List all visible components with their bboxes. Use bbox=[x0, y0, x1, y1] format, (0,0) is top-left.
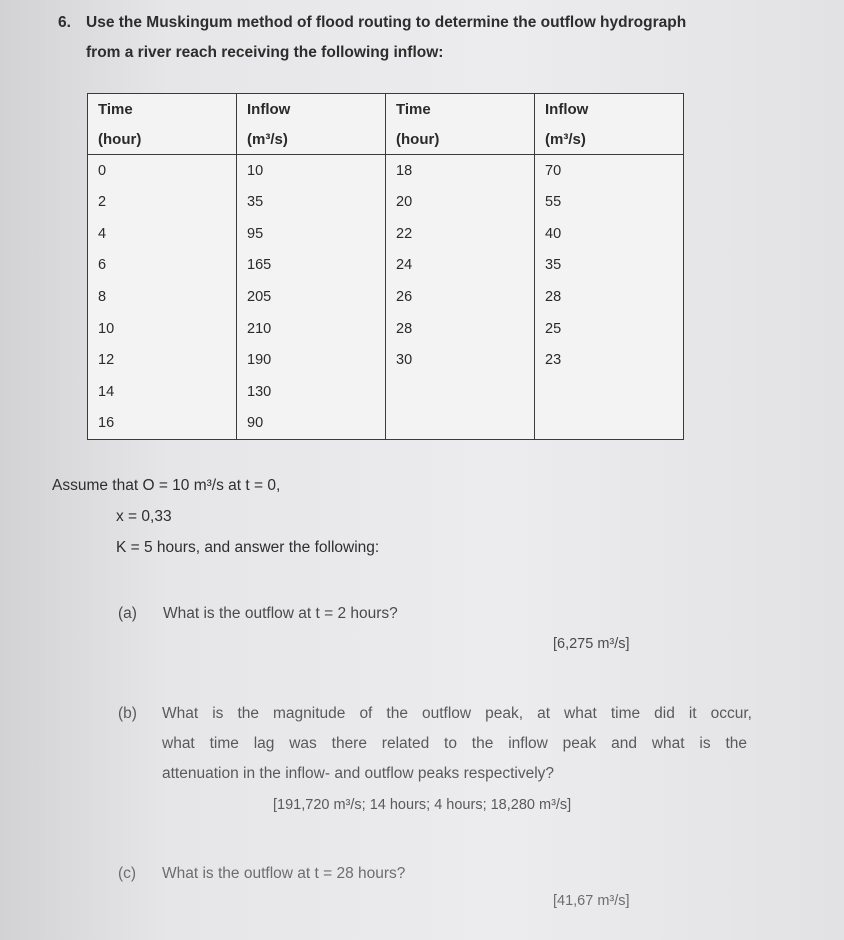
table-cell: 165 bbox=[237, 250, 386, 282]
header-time-1: Time bbox=[88, 94, 237, 125]
table-row bbox=[88, 250, 684, 282]
part-b-answer: [191,720 m³/s; 14 hours; 4 hours; 18,280 m³/s] bbox=[273, 797, 572, 813]
part-a-answer: [6,275 m³/s] bbox=[553, 636, 630, 652]
question-line-1: Use the Muskingum method of flood routing to determine the outflow hydrograph bbox=[86, 14, 687, 31]
table-cell: 14 bbox=[88, 376, 237, 408]
table-row bbox=[88, 218, 684, 250]
table-cell: 16 bbox=[88, 407, 237, 439]
table-cell: 22 bbox=[386, 218, 535, 250]
table-row bbox=[88, 281, 684, 313]
assumption-line-2: x = 0,33 bbox=[116, 508, 172, 525]
table-cell: 6 bbox=[88, 250, 237, 282]
part-c-answer: [41,67 m³/s] bbox=[553, 893, 630, 909]
part-b-line-3: attenuation in the inflow- and outflow peaks respectively? bbox=[162, 765, 555, 782]
table-cell: 4 bbox=[88, 218, 237, 250]
table-cell: 28 bbox=[386, 313, 535, 345]
part-c-label: (c) bbox=[118, 865, 137, 882]
table-cell: 190 bbox=[237, 344, 386, 376]
table-cell: 30 bbox=[386, 344, 535, 376]
table-cell: 70 bbox=[535, 155, 684, 187]
header-inflow-1: Inflow bbox=[237, 94, 386, 125]
table-row bbox=[88, 313, 684, 345]
table-cell: 26 bbox=[386, 281, 535, 313]
table-row bbox=[88, 187, 684, 219]
table-cell: 8 bbox=[88, 281, 237, 313]
table-cell: 23 bbox=[535, 344, 684, 376]
question-line-2: from a river reach receiving the following inflow: bbox=[86, 44, 444, 61]
table-cell: 20 bbox=[386, 187, 535, 219]
table-row bbox=[88, 407, 684, 439]
table-cell: 55 bbox=[535, 187, 684, 219]
table-cell: 18 bbox=[386, 155, 535, 187]
question-number: 6. bbox=[58, 14, 71, 31]
inflow-table bbox=[87, 93, 684, 440]
part-a-question: What is the outflow at t = 2 hours? bbox=[163, 605, 398, 622]
assumption-line-3: K = 5 hours, and answer the following: bbox=[116, 539, 380, 556]
header-unit-time-1: (hour) bbox=[88, 124, 237, 155]
table-cell: 205 bbox=[237, 281, 386, 313]
table-cell: 130 bbox=[237, 376, 386, 408]
table-row bbox=[88, 344, 684, 376]
table-cell: 12 bbox=[88, 344, 237, 376]
table-cell: 40 bbox=[535, 218, 684, 250]
part-b-label: (b) bbox=[118, 705, 137, 722]
part-a-label: (a) bbox=[118, 605, 137, 622]
part-b-line-1: What is the magnitude of the outflow peak, at what time did it occur, bbox=[162, 705, 752, 722]
table-cell: 210 bbox=[237, 313, 386, 345]
header-inflow-2: Inflow bbox=[535, 94, 684, 125]
table-cell: 0 bbox=[88, 155, 237, 187]
table-cell: 35 bbox=[535, 250, 684, 282]
part-b-line-2: what time lag was there related to the inflow peak and what is the bbox=[162, 735, 747, 752]
table-cell: 10 bbox=[88, 313, 237, 345]
table-header-units-row bbox=[88, 124, 684, 155]
table-cell bbox=[535, 407, 684, 439]
table-cell: 28 bbox=[535, 281, 684, 313]
header-unit-inflow-1: (m³/s) bbox=[237, 124, 386, 155]
header-time-2: Time bbox=[386, 94, 535, 125]
question-heading bbox=[58, 8, 818, 68]
header-unit-time-2: (hour) bbox=[386, 124, 535, 155]
table-row bbox=[88, 155, 684, 187]
table-row bbox=[88, 376, 684, 408]
header-unit-inflow-2: (m³/s) bbox=[535, 124, 684, 155]
table-cell: 95 bbox=[237, 218, 386, 250]
assumption-line-1: Assume that O = 10 m³/s at t = 0, bbox=[52, 477, 281, 494]
table-cell bbox=[386, 376, 535, 408]
table-cell: 35 bbox=[237, 187, 386, 219]
part-c-question: What is the outflow at t = 28 hours? bbox=[162, 865, 406, 882]
table-header-row bbox=[88, 94, 684, 125]
table-cell: 24 bbox=[386, 250, 535, 282]
table-cell: 90 bbox=[237, 407, 386, 439]
table-cell: 2 bbox=[88, 187, 237, 219]
table-cell bbox=[535, 376, 684, 408]
table-cell: 10 bbox=[237, 155, 386, 187]
table-cell: 25 bbox=[535, 313, 684, 345]
table-cell bbox=[386, 407, 535, 439]
